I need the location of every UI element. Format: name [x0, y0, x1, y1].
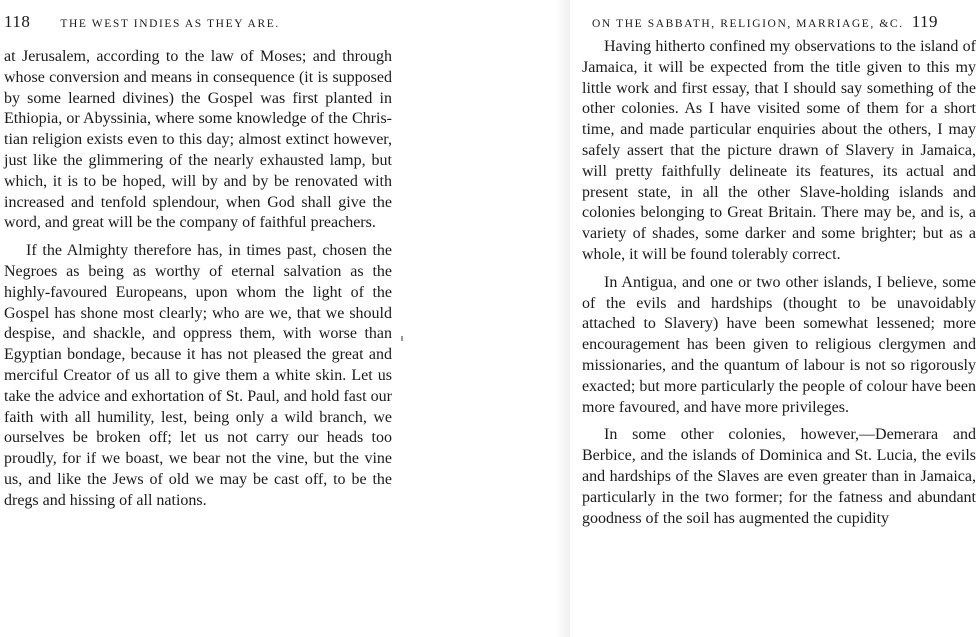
left-paragraph-2: If the Almighty therefore has, in times past, chosen the Negroes as being as worthy of eternal salvation as the highly-favoured Europeans, upon whom the light of the Gospel has shone most clearly; who are we, that we should despise, and shackle, and oppress them, with worse than Egyptian bondage, because it has not pleased the great and merciful Creator of us all to give them a white skin. Let us take the advice and exhortation of St. Paul, and hold fast our faith with all humility, lest, being only a wild branch, we ourselves be broken off; let us not carry our heads too proudly, for if we boast, we bear not the vine, but the vine us, and like the Jews of old we may be cast off, to be the dregs and hissing of all nations. — [4, 242, 392, 509]
left-running-head — [4, 12, 280, 32]
left-paragraph-1: at Jerusalem, according to the law of Moses; and through whose conversion and means in consequence (it is supposed by some learned divines) the Gospel was first planted in Ethiopia, or Abyssinia, where some knowledge of the Christian religion exists even to this day; almost extinct however, just like the glimmering of the nearly exhausted lamp, but which, it is to be hoped, will by and by be renovated with increased and tenfold splendour, when God shall give the word, and great will be the company of faithful preachers. — [4, 48, 392, 232]
stray-ink-mark — [401, 336, 403, 341]
left-running-title: THE WEST INDIES AS THEY ARE. — [60, 18, 280, 30]
right-paragraph-3: In some other colonies, however,—Demerara and Berbice, and the islands of Dominica and St. Lucia, the evils and hardships of the Slaves are even greater than in Jamaica, particularly in the two former; for the fatness and abundant goodness of the soil has augmented the cupidity — [582, 426, 976, 527]
left-page-number: 118 — [4, 12, 31, 31]
right-paragraph-2: In Antigua, and one or two other islands, I believe, some of the evils and hardships (thought to be unavoidably attached to Slavery) have been somewhat lessened; more encouragement has been given to religious clergymen and missionaries, and the quantum of labour is not so rigorously exacted; but more particularly the people of colour have been more favoured, and have more privileges. — [582, 273, 976, 416]
right-running-head — [592, 12, 938, 32]
right-page-number: 119 — [911, 12, 939, 31]
right-page — [578, 0, 980, 637]
right-body-text — [582, 37, 976, 529]
gutter-shadow — [556, 0, 570, 637]
left-page — [0, 0, 410, 637]
right-paragraph-1: Having hitherto confined my observations to the island of Jamaica, it will be expected from the title given to this my little work and first essay, that I should say something of the other colonies. As I have visited some of them for a short time, and made particular enquiries about the others, I may safely assert that the picture drawn of Slavery in Jamaica, will pretty faithfully delineate its features, its actual and present state, in all the other Slave-holding islands and colonies belonging to Great Britain. There may be, and is, a variety of shades, some darker and some brighter; but as a whole, it will be found tolerably correct. — [582, 38, 976, 263]
left-body-text — [4, 47, 392, 512]
right-running-title: ON THE SABBATH, RELIGION, MARRIAGE, &C. — [592, 18, 904, 30]
